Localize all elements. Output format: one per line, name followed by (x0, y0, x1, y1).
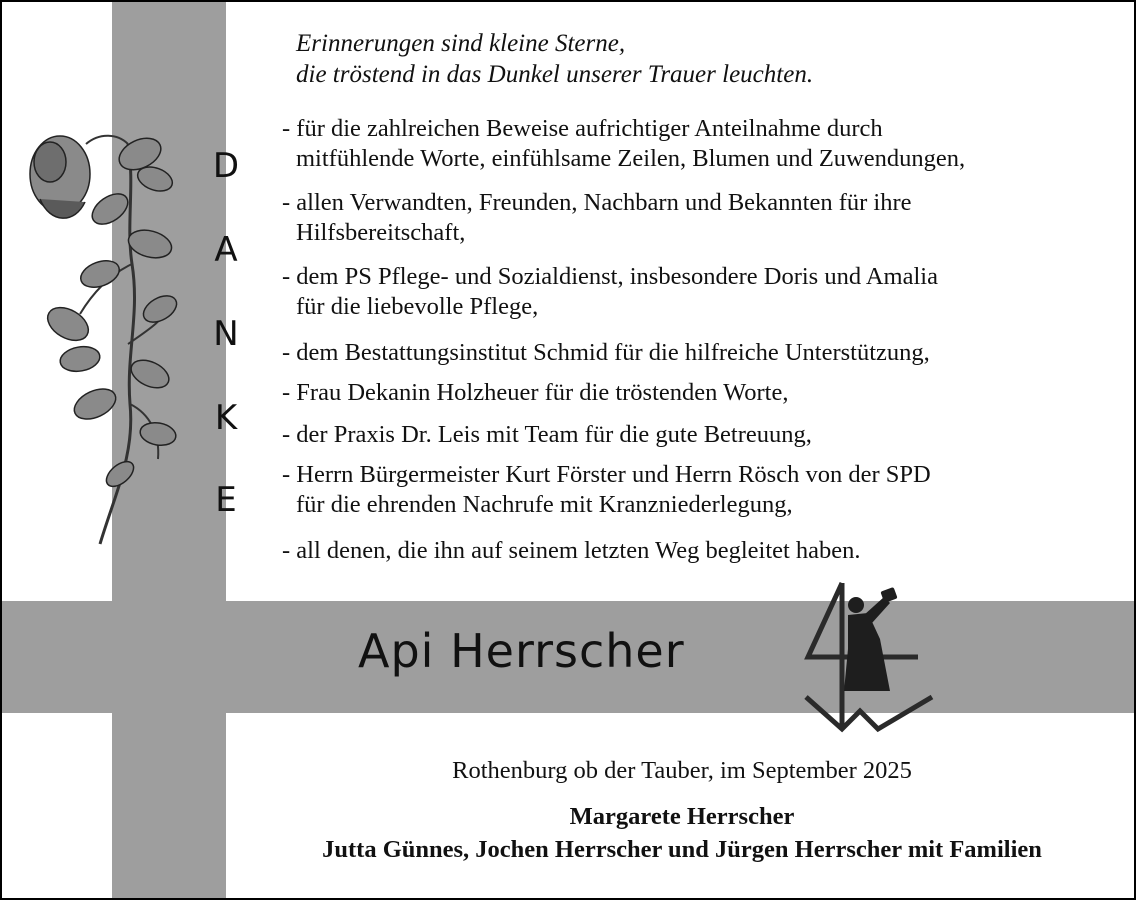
danke-letter-a: A (214, 230, 238, 270)
danke-letter-k: K (214, 398, 238, 438)
quote (296, 28, 813, 90)
list-item-line: - der Praxis Dr. Leis mit Team für die gute Betreuung, (282, 421, 812, 448)
list-item (282, 420, 812, 450)
list-item (282, 378, 788, 408)
danke-letter-e: E (215, 480, 237, 520)
list-item-continuation: für die ehrenden Nachrufe mit Kranzniederlegung, (296, 491, 793, 518)
list-item-line: - Herrn Bürgermeister Kurt Förster und Herrn Rösch von der SPD (282, 461, 931, 488)
list-item (282, 338, 930, 368)
danke-letter-d: D (212, 146, 240, 186)
list-item-line: - allen Verwandten, Freunden, Nachbarn und Bekannten für ihre (282, 189, 912, 216)
list-item (282, 536, 861, 566)
stonemason-emblem-icon (798, 579, 938, 734)
signature-line-2: Jutta Günnes, Jochen Herrscher und Jürgen Herrscher mit Familien (322, 836, 1042, 863)
deceased-name: Api Herrscher (358, 624, 685, 678)
quote-line-2: die tröstend in das Dunkel unserer Trauer leuchten. (296, 61, 814, 88)
list-item-line: - all denen, die ihn auf seinem letzten Weg begleitet haben. (282, 537, 861, 564)
list-item-continuation: für die liebevolle Pflege, (296, 293, 539, 320)
list-item (282, 262, 938, 322)
signature-line-1: Margarete Herrscher (569, 803, 795, 830)
list-item (282, 188, 912, 248)
list-item-continuation: mitfühlende Worte, einfühlsame Zeilen, Blumen und Zuwendungen, (296, 145, 966, 172)
list-item (282, 460, 931, 520)
danke-letter-n: N (213, 314, 239, 354)
list-item-line: - Frau Dekanin Holzheuer für die tröstenden Worte, (282, 379, 789, 406)
list-item (282, 114, 965, 174)
list-item-continuation: Hilfsbereitschaft, (296, 219, 466, 246)
rose-icon (20, 114, 190, 554)
list-item-line: - dem Bestattungsinstitut Schmid für die hilfreiche Unterstützung, (282, 339, 930, 366)
place-date: Rothenburg ob der Tauber, im September 2025 (452, 757, 912, 784)
quote-line-1: Erinnerungen sind kleine Sterne, (296, 30, 626, 57)
list-item-line: - dem PS Pflege- und Sozialdienst, insbesondere Doris und Amalia (282, 263, 938, 290)
list-item-line: - für die zahlreichen Beweise aufrichtiger Anteilnahme durch (282, 115, 883, 142)
